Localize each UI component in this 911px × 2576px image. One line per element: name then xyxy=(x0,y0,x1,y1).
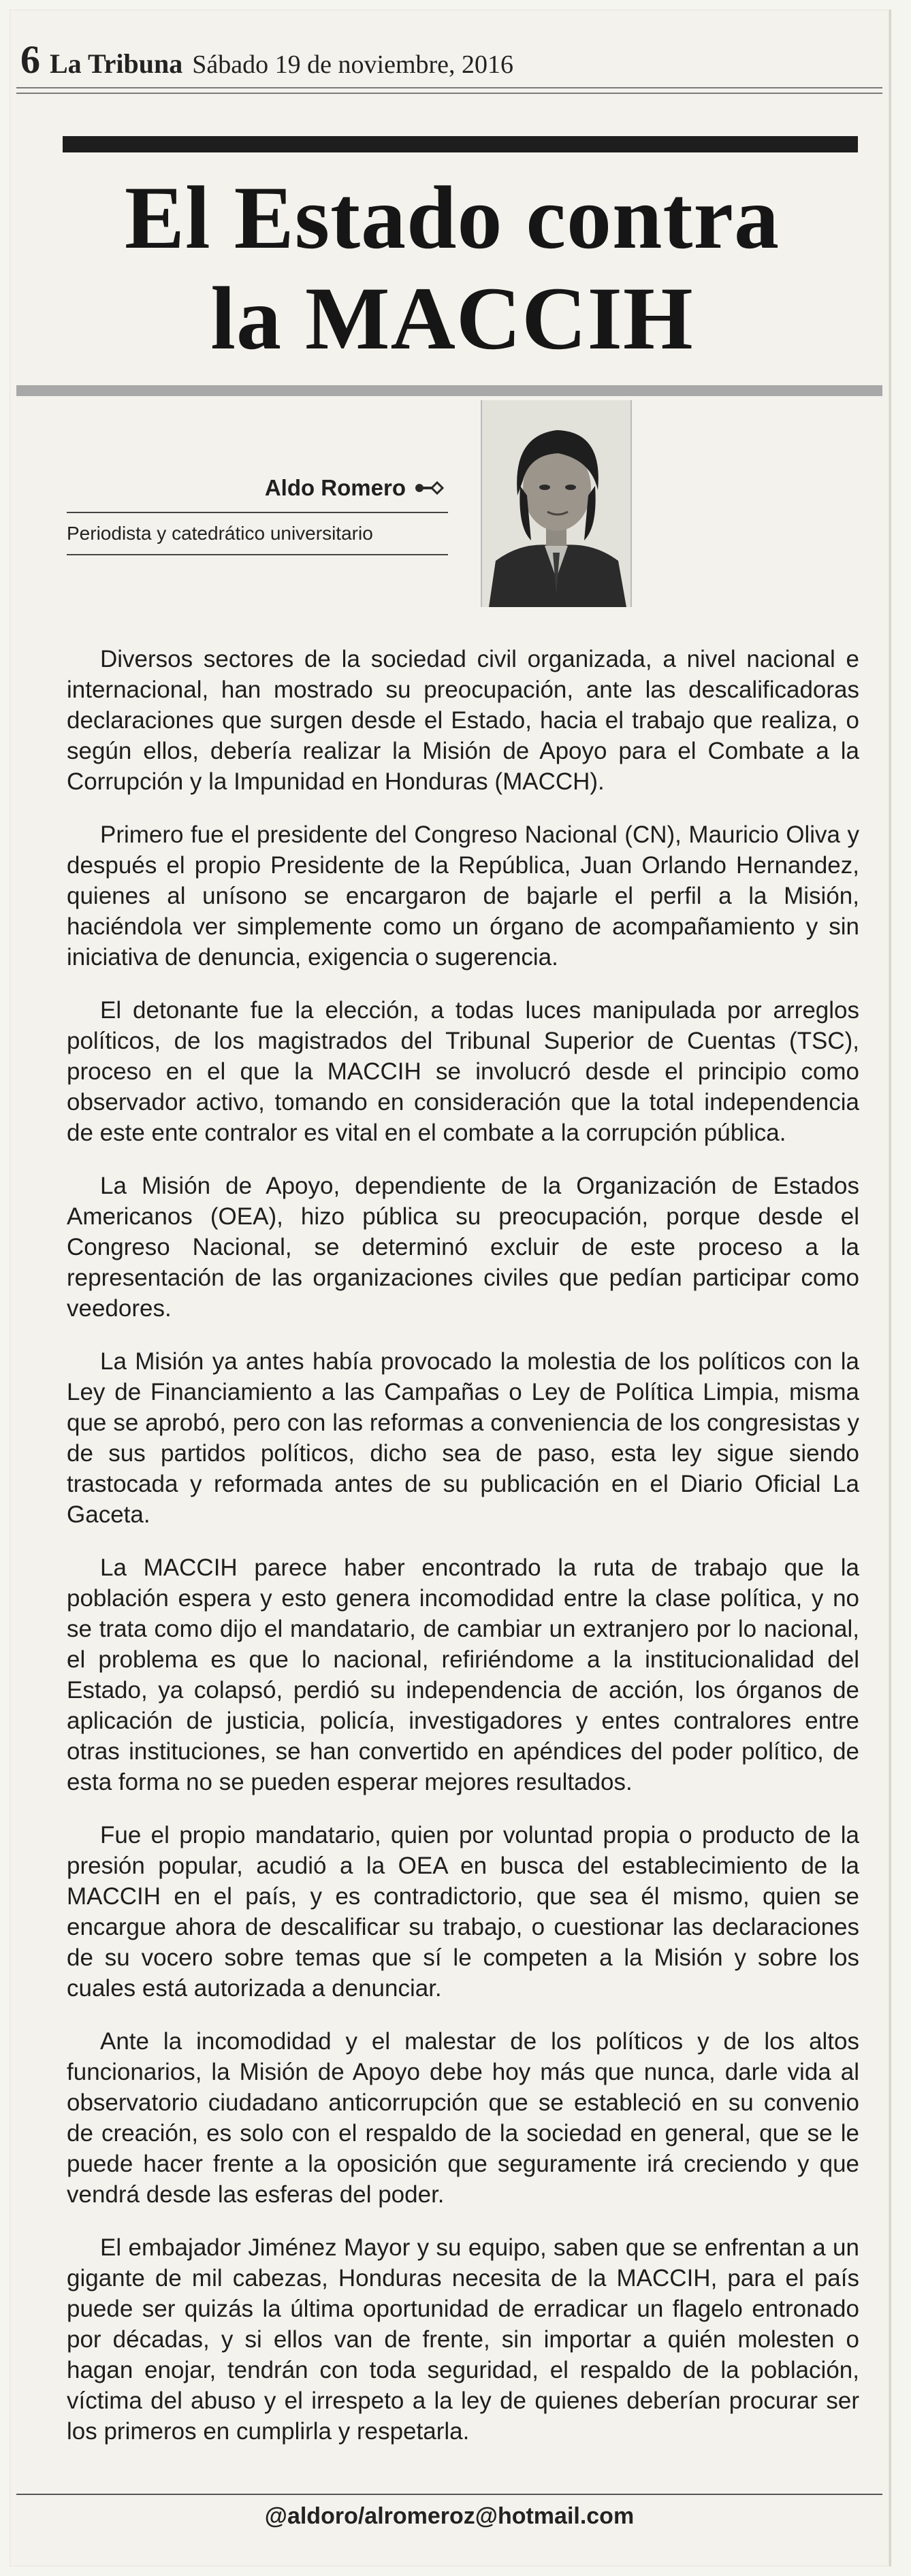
article-headline xyxy=(37,167,867,369)
page-folio xyxy=(20,37,878,84)
author-byline xyxy=(67,475,448,555)
headline-line-2: la MACCIH xyxy=(210,268,694,368)
page-number: 6 xyxy=(20,37,40,82)
author-name: Aldo Romero xyxy=(264,475,406,500)
headline-bottom-bar xyxy=(16,385,882,396)
folio-divider xyxy=(16,87,882,88)
article-paragraph-2: Primero fue el presidente del Congreso Nacional (CN), Mauricio Oliva y después el propio Presidente de la República, Juan Orlando Hernandez, quienes al unísono se encargaron de bajarle el perfil a la Misión, haciéndola ver simplemente como un órgano de acompañamiento y sin iniciativa de denuncia, exigencia o sugerencia. xyxy=(67,821,859,971)
article-body xyxy=(67,644,859,2469)
headline-top-bar xyxy=(63,136,858,152)
author-contact-email: @aldoro/alromeroz@hotmail.com xyxy=(264,2503,635,2529)
byline-divider-bottom xyxy=(67,554,448,555)
article-paragraph-6: La MACCIH parece haber encontrado la ruta de trabajo que la población espera y esto genera incomodidad entre la clase política, y no se trata como dijo el mandatario, de cambiar un extranjero por lo nacional, el problema es que lo nacional, refiriéndome a la institucionalidad del Estado, ya colapsó, perdió su independencia de acción, los órganos de aplicación de justicia, policía, investigadores y entes contralores entre otras instituciones, se han convertido en apéndices del poder político, de esta forma no se pueden esperar mejores resultados. xyxy=(67,1554,859,1795)
folio-divider-secondary xyxy=(16,93,882,94)
article-paragraph-1: Diversos sectores de la sociedad civil organizada, a nivel nacional e internacional, han mostrado su preocupación, ante las descalificadoras declaraciones que surgen desde el Estado, hacia el trabajo que realiza, o según ellos, debería realizar la Misión de Apoyo para el Combate a la Corrupción y la Impunidad en Honduras (MACCH). xyxy=(67,646,859,795)
author-portrait-image xyxy=(482,400,630,607)
newspaper-name: La Tribuna xyxy=(50,48,183,79)
article-paragraph-7: Fue el propio mandatario, quien por voluntad propia o producto de la presión popular, acudió a la OEA en busca del establecimiento de la MACCIH en el país, y es contradictorio, que sea él mismo, quien se encargue ahora de descalificar su trabajo, o cuestionar las declaraciones de su vocero sobre temas que sí le competen a la Misión y sobre los cuales está autorizada a denunciar. xyxy=(67,1822,859,2002)
arrow-diamond-icon xyxy=(414,481,444,495)
article-paragraph-8: Ante la incomodidad y el malestar de los políticos y de los altos funcionarios, la Misión de Apoyo debe hoy más que nunca, darle vida al observatorio ciudadano anticorrupción que se estableció en su convenio de creación, es solo con el respaldo de la sociedad en general, que se le puede hacer frente a la oposición que seguramente irá creciendo y que vendrá desde las esferas del poder. xyxy=(67,2028,859,2208)
byline-divider xyxy=(67,512,448,513)
article-paragraph-5: La Misión ya antes había provocado la molestia de los políticos con la Ley de Financiamiento a las Campañas o Ley de Política Limpia, misma que se aprobó, pero con las reformas a conveniencia de los congresistas y de sus partidos políticos, dicho sea de paso, esta ley sigue siendo trastocada y reformada antes de su publicación en el Diario Oficial La Gaceta. xyxy=(67,1348,859,1528)
newspaper-sheet xyxy=(10,10,891,2566)
author-role: Periodista y catedrático universitario xyxy=(67,523,373,544)
author-row xyxy=(67,475,448,501)
footer-divider xyxy=(16,2494,882,2495)
author-photo xyxy=(481,400,632,607)
article-paragraph-9: El embajador Jiménez Mayor y su equipo, saben que se enfrentan a un gigante de mil cabezas, Honduras necesita de la MACCIH, para el país puede ser quizás la última oportunidad de erradicar un flagelo entronado por décadas, y si ellos van de frente, sin importar a quién molesten o hagan enojar, tendrán con toda seguridad, el respaldo de la población, víctima del abuso y el irrespeto a la ley de quienes deberían procurar ser los primeros en cumplirla y respetarla. xyxy=(67,2234,859,2445)
headline-line-1: El Estado contra xyxy=(124,167,780,267)
article-paragraph-4: La Misión de Apoyo, dependiente de la Organización de Estados Americanos (OEA), hizo pública su preocupación, porque desde el Congreso Nacional, se determinó excluir de este proceso a la representación de las organizaciones civiles que pedían participar como veedores. xyxy=(67,1173,859,1322)
article-paragraph-3: El detonante fue la elección, a todas luces manipulada por arreglos políticos, de los magistrados del Tribunal Superior de Cuentas (TSC), proceso en el que la MACCIH se involucró desde el principio como observador activo, tomando en consideración que la total independencia de este ente contralor es vital en el combate a la corrupción pública. xyxy=(67,997,859,1146)
publication-date: Sábado 19 de noviembre, 2016 xyxy=(192,50,514,79)
